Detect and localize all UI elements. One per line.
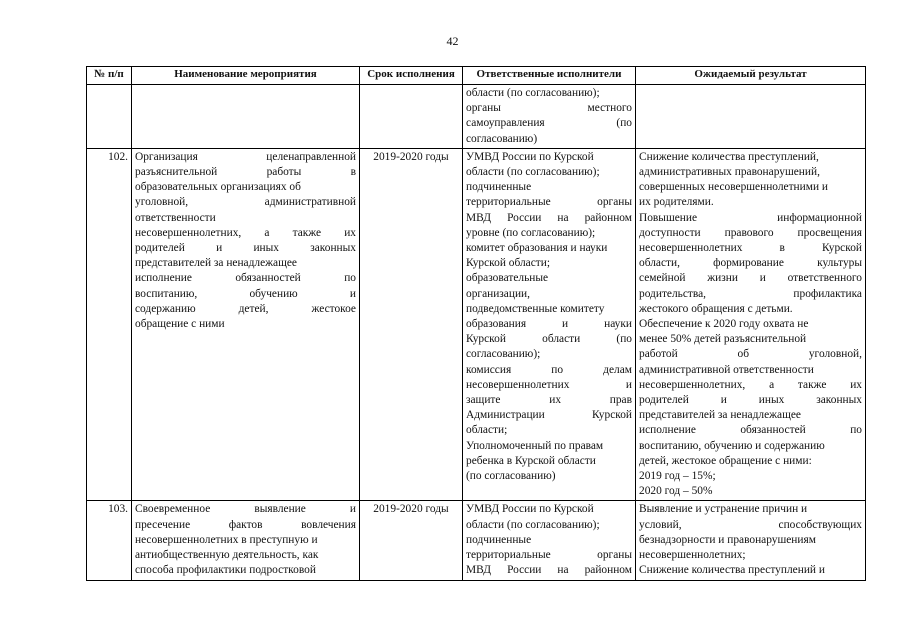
cell-line: комиссия по делам (466, 363, 632, 376)
row102-term: 2019-2020 годы (360, 148, 463, 501)
cell-line: несовершеннолетних в Курской (639, 242, 862, 255)
cell-line: воспитанию, обучению и (135, 287, 356, 300)
cell-line: уголовной, административной (135, 196, 356, 209)
header-result: Ожидаемый результат (636, 67, 866, 85)
cell-line: пресечение фактов вовлечения (135, 518, 356, 531)
cell-line: УМВД России по Курской (466, 150, 594, 163)
row102-name (132, 148, 360, 501)
cell-line: защите их прав (466, 394, 632, 407)
row103-name (132, 501, 360, 580)
cell-line: согласованию); (466, 348, 541, 361)
cell-line: представителей за ненадлежащее (135, 257, 297, 270)
cell-line: родителей и иных законных (135, 242, 356, 255)
page-number: 42 (446, 34, 459, 48)
cell-line: исполнение обязанностей по (639, 424, 862, 437)
cell-line: способа профилактики подростковой (135, 564, 316, 577)
cell-line: несовершеннолетних в преступную и (135, 533, 318, 546)
cell-line: Снижение количества преступлений, (639, 150, 819, 163)
cell-line: воспитанию, обучению и содержанию (639, 439, 825, 452)
cell-line: территориальные органы (466, 549, 632, 562)
cell-line: обращение с ними (135, 318, 225, 331)
cell-line: Уполномоченный по правам (466, 439, 604, 452)
measures-table (86, 66, 866, 581)
cell-line: 2019 год – 15%; (639, 470, 716, 483)
row103-num: 103. (87, 501, 132, 580)
cell-line: Обеспечение к 2020 году охвата не (639, 318, 809, 331)
header-executors: Ответственные исполнители (463, 67, 636, 85)
cell-line: доступности правового просвещения (639, 226, 862, 239)
cell-line: 2020 год – 50% (639, 485, 713, 498)
cell-line: подчиненные (466, 181, 532, 194)
cell-line: области, формирование культуры (639, 257, 862, 270)
row103-executors (463, 501, 636, 580)
cell-line: ребенка в Курской области (466, 454, 596, 467)
cell-line: ответственности (135, 211, 216, 224)
cell-line: работой об уголовной, (639, 348, 862, 361)
cell-line: менее 50% детей разъяснительной (639, 333, 807, 346)
row102-executors (463, 148, 636, 501)
table-row-continuation (87, 85, 866, 149)
table-header-row (87, 67, 866, 85)
cell-line: безнадзорности и правонарушениям (639, 533, 816, 546)
cell-line: Курской области; (466, 257, 551, 270)
cell-line: антиобщественную деятельность, как (135, 549, 319, 562)
cell-line: подведомственные комитету (466, 302, 605, 315)
cell-line: (по согласованию) (466, 470, 556, 483)
cell-line: несовершеннолетних и (466, 378, 632, 391)
cell-line: семейной жизни и ответственного (639, 272, 862, 285)
cell-line: Организация целенаправленной (135, 150, 356, 163)
cell-line: условий, способствующих (639, 518, 862, 531)
row103-result (636, 501, 866, 580)
header-num: № п/п (87, 67, 132, 85)
cell-line: УМВД России по Курской (466, 503, 594, 516)
header-term: Срок исполнения (360, 67, 463, 85)
cell-line: территориальные органы (466, 196, 632, 209)
row102-num: 102. (87, 148, 132, 501)
cont-name (132, 85, 360, 149)
cell-line: Администрации Курской (466, 409, 632, 422)
cell-line: совершенных несовершеннолетними и (639, 181, 828, 194)
cell-line: административной ответственности (639, 363, 814, 376)
cell-line: области (по согласованию); (466, 518, 600, 531)
cell-line: области (по согласованию); (466, 87, 600, 99)
cell-line: несовершеннолетних; (639, 549, 746, 562)
cell-line: несовершеннолетних, а также их (135, 226, 356, 239)
cont-num (87, 85, 132, 149)
cell-line: жестокого обращения с детьми. (639, 302, 793, 315)
table-row-102 (87, 148, 866, 501)
cont-result (636, 85, 866, 149)
cell-line: области (по согласованию); (466, 166, 600, 179)
cell-line: Выявление и устранение причин и (639, 503, 808, 516)
cell-line: исполнение обязанностей по (135, 272, 356, 285)
cell-line: детей, жестокое обращение с ними: (639, 454, 812, 467)
cell-line: административных правонарушений, (639, 166, 820, 179)
cell-line: согласованию) (466, 132, 538, 145)
cell-line: организации, (466, 287, 530, 300)
cell-line: Своевременное выявление и (135, 503, 356, 516)
cell-line: разъяснительной работы в (135, 166, 356, 179)
cell-line: Повышение информационной (639, 211, 862, 224)
header-name: Наименование мероприятия (132, 67, 360, 85)
cell-line: содержанию детей, жестокое (135, 302, 356, 315)
cell-line: представителей за ненадлежащее (639, 409, 801, 422)
cell-line: Курской области (по (466, 333, 632, 346)
row103-term: 2019-2020 годы (360, 501, 463, 580)
cell-line: самоуправления (по (466, 117, 632, 130)
cell-line: их родителями. (639, 196, 714, 209)
cell-line: МВД России на районном (466, 564, 632, 577)
cell-line: родительства, профилактика (639, 287, 862, 300)
cell-line: МВД России на районном (466, 211, 632, 224)
cell-line: родителей и иных законных (639, 394, 862, 407)
table-row-103 (87, 501, 866, 580)
cell-line: органы местного (466, 102, 632, 115)
cell-line: Снижение количества преступлений и (639, 564, 825, 577)
row102-result (636, 148, 866, 501)
cell-line: образовательных организациях об (135, 181, 301, 194)
cell-line: комитет образования и науки (466, 242, 608, 255)
cell-line: области; (466, 424, 508, 437)
cell-line: несовершеннолетних, а также их (639, 378, 862, 391)
cont-executors (463, 85, 636, 149)
cell-line: образовательные (466, 272, 549, 285)
cell-line: уровне (по согласованию); (466, 226, 596, 239)
cell-line: образования и науки (466, 318, 632, 331)
cont-term (360, 85, 463, 149)
cell-line: подчиненные (466, 533, 532, 546)
